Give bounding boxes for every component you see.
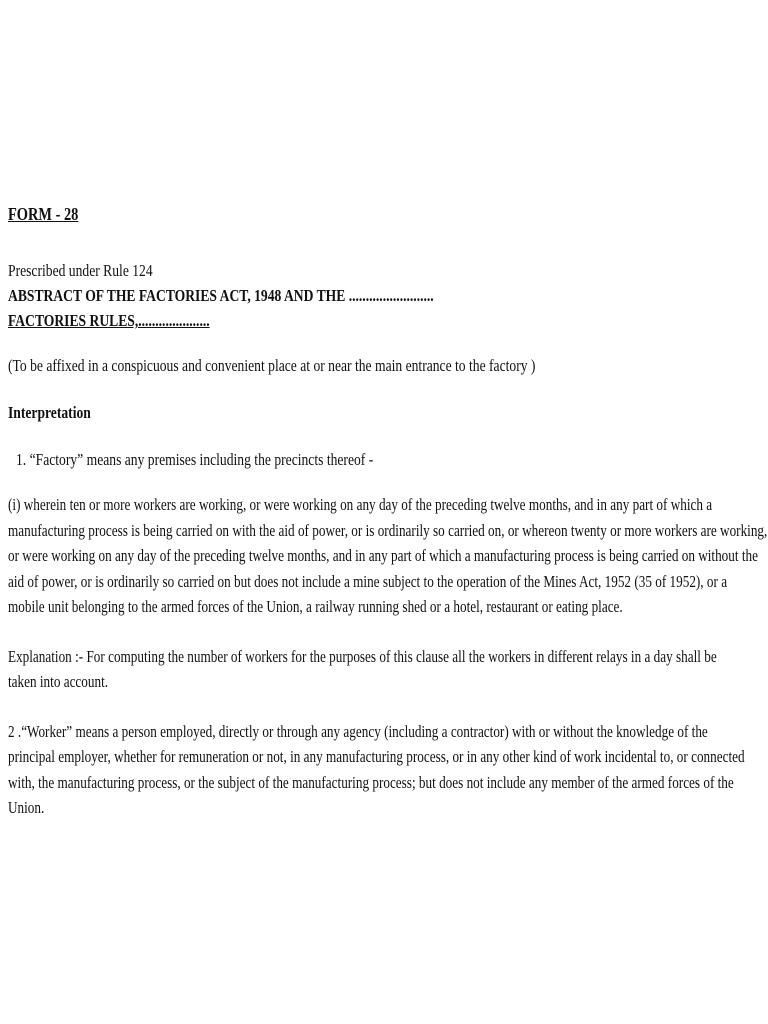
- document-body: [8, 202, 768, 821]
- explanation-paragraph: [8, 644, 760, 695]
- abstract-title-line2: FACTORIES RULES,.....................: [8, 311, 210, 330]
- affix-note: (To be affixed in a conspicuous and convenient place at or near the main entrance to the factory ): [8, 356, 536, 375]
- worker-clause: [8, 719, 760, 821]
- factory-clause-line: aid of power, or is ordinarily so carried on but does not include a mine subject to the operation of the Mines Act, 1952 (35 of 1952), or a: [8, 571, 728, 591]
- factory-clause-line: manufacturing process is being carried on with the aid of power, or is ordinarily so carried on, or whereon twenty or more workers are working,: [8, 520, 768, 540]
- item-1-heading: 1. “Factory” means any premises including the precincts thereof -: [16, 450, 374, 469]
- worker-clause-line: principal employer, whether for remuneration or not, in any manufacturing process, or in any other kind of work incidental to, or connected: [8, 747, 745, 766]
- worker-clause-line: with, the manufacturing process, or the subject of the manufacturing process; but does not include any member of the armed forces of the: [8, 772, 734, 792]
- explanation-line: taken into account.: [8, 672, 109, 691]
- prescribed-rule: Prescribed under Rule 124: [8, 261, 153, 280]
- factory-clause: [8, 492, 768, 620]
- factory-clause-line: (i) wherein ten or more workers are working, or were working on any day of the preceding twelve months, and in any part of which a: [8, 495, 713, 514]
- section-heading: Interpretation: [8, 403, 91, 422]
- worker-clause-line: Union.: [8, 798, 45, 817]
- factory-clause-line: mobile unit belonging to the armed forces of the Union, a railway running shed or a hotel, restaurant or eating place.: [8, 597, 623, 616]
- factory-clause-line: or were working on any day of the preceding twelve months, and in any part of which a manufacturing process is being carried on without the: [8, 546, 758, 565]
- abstract-title-line1: ABSTRACT OF THE FACTORIES ACT, 1948 AND THE .........................: [8, 286, 434, 305]
- explanation-line: Explanation :- For computing the number of workers for the purposes of this clause all the workers in different relays in a day shall be: [8, 646, 717, 666]
- worker-clause-line: 2 .“Worker” means a person employed, directly or through any agency (including a contractor) with or without the knowledge of the: [8, 721, 708, 741]
- form-title: FORM - 28: [8, 204, 79, 224]
